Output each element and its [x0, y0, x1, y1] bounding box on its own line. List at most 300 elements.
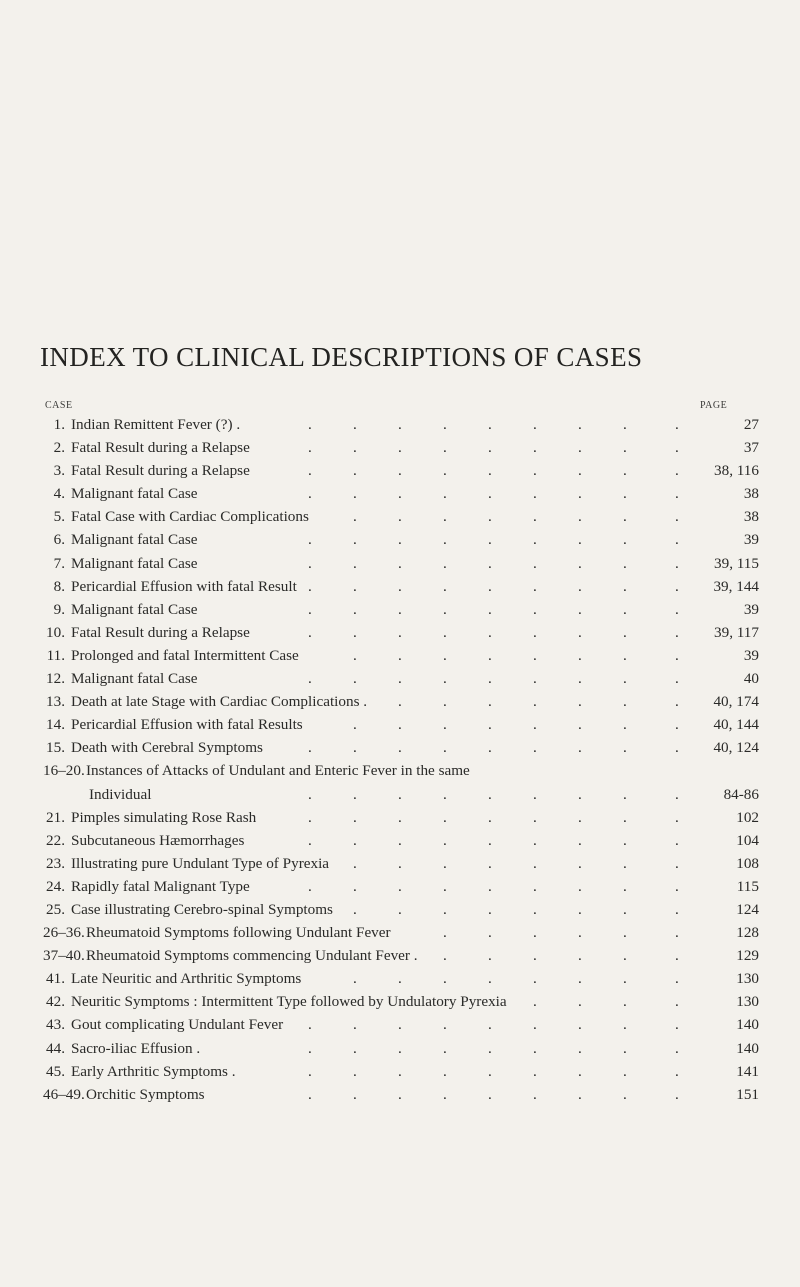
case-number: 16–20. [43, 762, 85, 780]
leader-dot: . [578, 831, 582, 849]
leader-dot: . [533, 623, 537, 641]
leader-dot: . [443, 1062, 447, 1080]
leader-dot: . [488, 1062, 492, 1080]
leader-dot: . [353, 970, 357, 988]
case-number: 9. [53, 600, 65, 618]
leader-dot: . [353, 716, 357, 734]
case-number: 12. [46, 670, 65, 688]
page-reference: 124 [736, 900, 759, 918]
index-entry [43, 413, 763, 436]
leader-dot: . [623, 854, 627, 872]
index-entry [43, 967, 763, 990]
page-reference: 108 [736, 854, 759, 872]
index-entry [43, 621, 763, 644]
leader-dot: . [623, 577, 627, 595]
leader-dot: . [443, 646, 447, 664]
leader-dot: . [398, 831, 402, 849]
leader-dot: . [623, 877, 627, 895]
leader-dot: . [443, 693, 447, 711]
leader-dot: . [578, 739, 582, 757]
leader-dot: . [533, 439, 537, 457]
page-reference: 39 [743, 646, 759, 664]
leader-dot: . [398, 623, 402, 641]
leader-dot: . [578, 993, 582, 1011]
page-reference: 38 [743, 508, 759, 526]
page-reference: 104 [736, 831, 759, 849]
leader-dot: . [353, 531, 357, 549]
case-description: Pericardial Effusion with fatal Result [71, 577, 297, 595]
leader-dot: . [623, 439, 627, 457]
leader-dot: . [623, 808, 627, 826]
case-description: Neuritic Symptoms : Intermittent Type followed by Undulatory Pyrexia [71, 993, 507, 1011]
case-number: 2. [53, 439, 65, 457]
index-entry [43, 505, 763, 528]
leader-dot: . [308, 877, 312, 895]
case-number: 3. [53, 462, 65, 480]
leader-dot: . [623, 947, 627, 965]
leader-dot: . [675, 970, 679, 988]
leader-dot: . [443, 508, 447, 526]
case-description: Malignant fatal Case [71, 485, 198, 503]
page-reference: 128 [736, 924, 759, 942]
leader-dot: . [488, 1039, 492, 1057]
leader-dot: . [578, 577, 582, 595]
leader-dot: . [623, 1016, 627, 1034]
leader-dot: . [398, 693, 402, 711]
leader-dot: . [533, 577, 537, 595]
leader-dot: . [308, 577, 312, 595]
leader-dot: . [353, 508, 357, 526]
leader-dot: . [533, 808, 537, 826]
leader-dot: . [623, 554, 627, 572]
leader-dot: . [443, 670, 447, 688]
leader-dot: . [488, 623, 492, 641]
leader-dot: . [443, 716, 447, 734]
leader-dot: . [398, 739, 402, 757]
page-reference: 151 [736, 1085, 759, 1103]
leader-dot: . [675, 693, 679, 711]
leader-dot: . [533, 924, 537, 942]
case-number: 10. [46, 623, 65, 641]
leader-dot: . [533, 831, 537, 849]
page-reference: 130 [736, 993, 759, 1011]
case-number: 7. [53, 554, 65, 572]
leader-dot: . [623, 600, 627, 618]
leader-dot: . [398, 439, 402, 457]
case-number: 24. [46, 877, 65, 895]
leader-dot: . [533, 531, 537, 549]
leader-dot: . [675, 623, 679, 641]
case-number: 22. [46, 831, 65, 849]
case-number: 26–36. [43, 924, 85, 942]
case-description: Rheumatoid Symptoms commencing Undulant Fever . [86, 947, 418, 965]
leader-dot: . [533, 416, 537, 433]
leader-dot: . [578, 1085, 582, 1103]
leader-dot: . [443, 924, 447, 942]
page-reference: 141 [736, 1062, 759, 1080]
index-entry [43, 736, 763, 759]
leader-dot: . [533, 693, 537, 711]
page-reference: 27 [743, 416, 759, 433]
leader-dot: . [443, 947, 447, 965]
case-number: 6. [53, 531, 65, 549]
page-reference: 140 [736, 1016, 759, 1034]
leader-dot: . [578, 924, 582, 942]
leader-dot: . [675, 831, 679, 849]
leader-dot: . [675, 462, 679, 480]
page-reference: 40, 174 [713, 693, 759, 711]
leader-dot: . [623, 508, 627, 526]
index-entry [43, 1037, 763, 1060]
case-description: Death with Cerebral Symptoms [71, 739, 263, 757]
leader-dot: . [398, 716, 402, 734]
leader-dot: . [353, 1062, 357, 1080]
case-number: 23. [46, 854, 65, 872]
case-description: Fatal Result during a Relapse [71, 623, 250, 641]
leader-dot: . [675, 739, 679, 757]
case-description: Late Neuritic and Arthritic Symptoms [71, 970, 302, 988]
leader-dot: . [533, 947, 537, 965]
leader-dot: . [578, 600, 582, 618]
leader-dot: . [443, 531, 447, 549]
leader-dot: . [533, 1016, 537, 1034]
leader-dot: . [488, 831, 492, 849]
leader-dot: . [533, 485, 537, 503]
case-number: 14. [46, 716, 65, 734]
index-entry [43, 921, 763, 944]
page-column-header: PAGE [700, 400, 728, 411]
leader-dot: . [353, 462, 357, 480]
case-description: Fatal Result during a Relapse [71, 439, 250, 457]
leader-dot: . [675, 577, 679, 595]
leader-dot: . [623, 1039, 627, 1057]
leader-dot: . [488, 508, 492, 526]
leader-dot: . [443, 877, 447, 895]
case-number: 1. [53, 416, 65, 433]
leader-dot: . [398, 646, 402, 664]
leader-dot: . [488, 877, 492, 895]
page-reference: 115 [736, 877, 759, 895]
leader-dot: . [308, 739, 312, 757]
leader-dot: . [443, 785, 447, 803]
leader-dot: . [675, 485, 679, 503]
leader-dot: . [443, 1016, 447, 1034]
leader-dot: . [353, 670, 357, 688]
leader-dot: . [578, 854, 582, 872]
index-entry [43, 852, 763, 875]
index-entry [43, 759, 763, 782]
leader-dot: . [488, 900, 492, 918]
page-reference: 130 [736, 970, 759, 988]
leader-dot: . [398, 485, 402, 503]
leader-dot: . [533, 554, 537, 572]
case-description: Gout complicating Undulant Fever [71, 1016, 284, 1034]
leader-dot: . [578, 1062, 582, 1080]
leader-dot: . [675, 1085, 679, 1103]
index-entry [43, 898, 763, 921]
case-description: Individual [89, 785, 152, 803]
leader-dot: . [398, 877, 402, 895]
leader-dot: . [578, 877, 582, 895]
leader-dot: . [398, 785, 402, 803]
leader-dot: . [488, 1085, 492, 1103]
leader-dot: . [533, 739, 537, 757]
index-entry [43, 783, 763, 806]
leader-dot: . [353, 739, 357, 757]
leader-dot: . [623, 670, 627, 688]
case-description: Pericardial Effusion with fatal Results [71, 716, 303, 734]
leader-dot: . [353, 1085, 357, 1103]
case-description: Case illustrating Cerebro-spinal Symptoms [71, 900, 333, 918]
leader-dot: . [623, 739, 627, 757]
leader-dot: . [443, 1085, 447, 1103]
leader-dot: . [488, 416, 492, 433]
leader-dot: . [533, 993, 537, 1011]
leader-dot: . [353, 831, 357, 849]
leader-dot: . [623, 485, 627, 503]
leader-dot: . [353, 646, 357, 664]
index-entry [43, 436, 763, 459]
leader-dot: . [353, 854, 357, 872]
leader-dot: . [578, 623, 582, 641]
leader-dot: . [353, 623, 357, 641]
page-reference: 39 [743, 531, 759, 549]
index-entry [43, 990, 763, 1013]
page-title: INDEX TO CLINICAL DESCRIPTIONS OF CASES [40, 342, 643, 372]
leader-dot: . [398, 508, 402, 526]
case-number: 15. [46, 739, 65, 757]
leader-dot: . [443, 623, 447, 641]
leader-dot: . [675, 554, 679, 572]
leader-dot: . [488, 947, 492, 965]
page-reference: 39, 144 [713, 577, 759, 595]
leader-dot: . [488, 970, 492, 988]
index-entry [43, 806, 763, 829]
leader-dot: . [353, 1016, 357, 1034]
leader-dot: . [578, 554, 582, 572]
case-number: 41. [46, 970, 65, 988]
leader-dot: . [533, 600, 537, 618]
leader-dot: . [533, 970, 537, 988]
leader-dot: . [308, 531, 312, 549]
leader-dot: . [308, 1062, 312, 1080]
leader-dot: . [308, 808, 312, 826]
leader-dot: . [353, 1039, 357, 1057]
leader-dot: . [623, 1062, 627, 1080]
leader-dot: . [353, 416, 357, 433]
leader-dot: . [623, 993, 627, 1011]
leader-dot: . [308, 623, 312, 641]
leader-dot: . [533, 508, 537, 526]
case-description: Indian Remittent Fever (?) . [71, 416, 241, 433]
leader-dot: . [353, 877, 357, 895]
page-reference: 38 [743, 485, 759, 503]
leader-dot: . [443, 854, 447, 872]
leader-dot: . [488, 808, 492, 826]
leader-dot: . [675, 1016, 679, 1034]
leader-dot: . [398, 554, 402, 572]
case-description: Pimples simulating Rose Rash [71, 808, 257, 826]
case-description: Malignant fatal Case [71, 670, 198, 688]
leader-dot: . [533, 1085, 537, 1103]
leader-dot: . [578, 808, 582, 826]
case-column-header: CASE [45, 400, 73, 411]
leader-dot: . [533, 1062, 537, 1080]
leader-dot: . [675, 508, 679, 526]
page-reference: 39, 117 [714, 623, 759, 641]
leader-dot: . [578, 1016, 582, 1034]
index-entry [43, 482, 763, 505]
leader-dot: . [578, 1039, 582, 1057]
page-reference: 40, 124 [713, 739, 759, 757]
leader-dot: . [443, 970, 447, 988]
case-description: Rapidly fatal Malignant Type [71, 877, 250, 895]
leader-dot: . [623, 1085, 627, 1103]
case-description: Early Arthritic Symptoms . [71, 1062, 236, 1080]
leader-dot: . [578, 947, 582, 965]
leader-dot: . [488, 924, 492, 942]
leader-dot: . [308, 1085, 312, 1103]
page-reference: 39 [743, 600, 759, 618]
index-entry [43, 598, 763, 621]
leader-dot: . [443, 739, 447, 757]
leader-dot: . [578, 970, 582, 988]
case-number: 21. [46, 808, 65, 826]
page-reference: 39, 115 [714, 554, 759, 572]
leader-dot: . [308, 416, 312, 433]
index-entry [43, 690, 763, 713]
leader-dot: . [675, 716, 679, 734]
leader-dot: . [623, 831, 627, 849]
leader-dot: . [578, 485, 582, 503]
leader-dot: . [623, 531, 627, 549]
case-number: 45. [46, 1062, 65, 1080]
case-number: 42. [46, 993, 65, 1011]
case-description: Subcutaneous Hæmorrhages [71, 831, 245, 849]
case-description: Prolonged and fatal Intermittent Case [71, 646, 299, 664]
leader-dot: . [533, 785, 537, 803]
index-entry [43, 1013, 763, 1036]
index-entry [43, 875, 763, 898]
leader-dot: . [398, 462, 402, 480]
leader-dot: . [578, 416, 582, 433]
leader-dot: . [353, 808, 357, 826]
leader-dot: . [443, 554, 447, 572]
leader-dot: . [578, 508, 582, 526]
index-entry [43, 644, 763, 667]
leader-dot: . [308, 1016, 312, 1034]
index-entries [43, 413, 763, 1106]
case-number: 25. [46, 900, 65, 918]
leader-dot: . [533, 716, 537, 734]
leader-dot: . [578, 693, 582, 711]
leader-dot: . [488, 462, 492, 480]
leader-dot: . [675, 947, 679, 965]
leader-dot: . [398, 600, 402, 618]
leader-dot: . [578, 646, 582, 664]
case-description: Death at late Stage with Cardiac Complications . [71, 693, 368, 711]
leader-dot: . [443, 831, 447, 849]
index-entry [43, 829, 763, 852]
leader-dot: . [443, 462, 447, 480]
case-description: Sacro-iliac Effusion . [71, 1039, 201, 1057]
leader-dot: . [443, 439, 447, 457]
leader-dot: . [398, 808, 402, 826]
leader-dot: . [353, 577, 357, 595]
leader-dot: . [675, 785, 679, 803]
case-description: Malignant fatal Case [71, 554, 198, 572]
case-description: Fatal Result during a Relapse [71, 462, 250, 480]
case-number: 5. [53, 508, 65, 526]
index-entry [43, 575, 763, 598]
leader-dot: . [488, 600, 492, 618]
case-description: Rheumatoid Symptoms following Undulant Fever [86, 924, 391, 942]
leader-dot: . [398, 970, 402, 988]
case-description: Illustrating pure Undulant Type of Pyrexia [71, 854, 330, 872]
leader-dot: . [398, 416, 402, 433]
case-description: Malignant fatal Case [71, 600, 198, 618]
leader-dot: . [675, 854, 679, 872]
index-entry [43, 552, 763, 575]
leader-dot: . [308, 600, 312, 618]
leader-dot: . [533, 854, 537, 872]
leader-dot: . [578, 785, 582, 803]
page-reference: 84-86 [723, 785, 759, 803]
leader-dot: . [308, 831, 312, 849]
case-description: Fatal Case with Cardiac Complications [71, 508, 309, 526]
index-entry [43, 667, 763, 690]
leader-dot: . [533, 462, 537, 480]
leader-dot: . [353, 900, 357, 918]
leader-dot: . [488, 554, 492, 572]
leader-dot: . [398, 900, 402, 918]
leader-dot: . [578, 900, 582, 918]
leader-dot: . [675, 670, 679, 688]
leader-dot: . [488, 670, 492, 688]
leader-dot: . [675, 924, 679, 942]
leader-dot: . [443, 600, 447, 618]
leader-dot: . [533, 877, 537, 895]
leader-dot: . [675, 531, 679, 549]
index-entry [43, 713, 763, 736]
leader-dot: . [308, 439, 312, 457]
leader-dot: . [443, 1039, 447, 1057]
leader-dot: . [398, 1039, 402, 1057]
leader-dot: . [675, 993, 679, 1011]
leader-dot: . [443, 577, 447, 595]
leader-dot: . [675, 439, 679, 457]
leader-dot: . [623, 462, 627, 480]
case-number: 13. [46, 693, 65, 711]
leader-dot: . [488, 739, 492, 757]
leader-dot: . [353, 439, 357, 457]
index-entry [43, 459, 763, 482]
leader-dot: . [675, 900, 679, 918]
leader-dot: . [488, 646, 492, 664]
leader-dot: . [398, 854, 402, 872]
leader-dot: . [488, 854, 492, 872]
leader-dot: . [398, 1016, 402, 1034]
case-number: 8. [53, 577, 65, 595]
leader-dot: . [675, 600, 679, 618]
leader-dot: . [443, 416, 447, 433]
leader-dot: . [533, 900, 537, 918]
index-entry [43, 1060, 763, 1083]
leader-dot: . [353, 785, 357, 803]
leader-dot: . [623, 646, 627, 664]
leader-dot: . [675, 808, 679, 826]
leader-dot: . [623, 623, 627, 641]
